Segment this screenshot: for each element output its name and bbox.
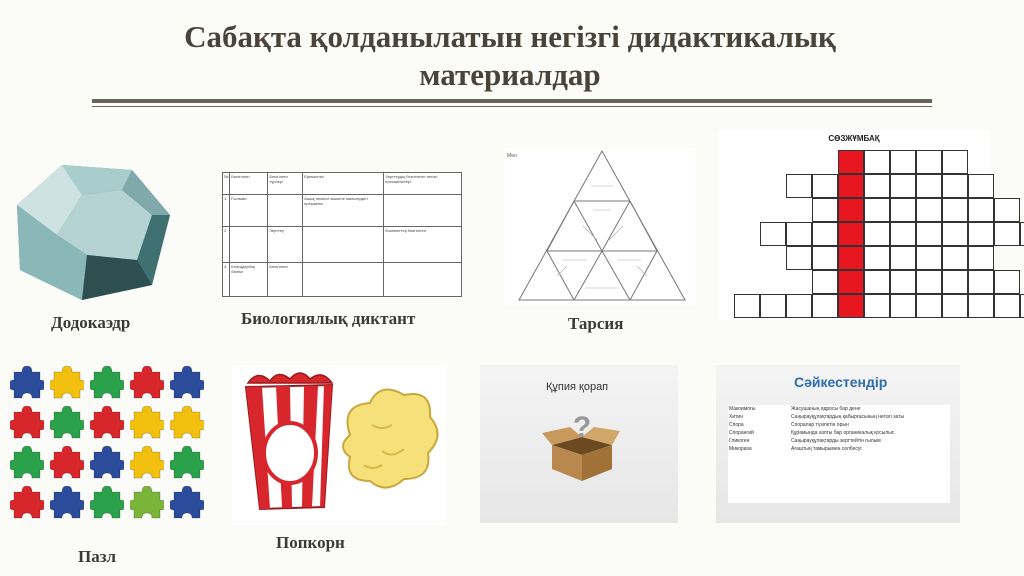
puzzle-piece-icon — [50, 366, 84, 400]
puzzle-piece-icon — [10, 406, 44, 440]
crossword-cell — [890, 222, 916, 246]
crossword-cell — [916, 270, 942, 294]
crossword-cell — [994, 294, 1020, 318]
crossword-cell — [942, 294, 968, 318]
crossword-cell — [812, 222, 838, 246]
bio-dictation-caption: Биологиялық диктант — [241, 309, 416, 328]
crossword-cell — [760, 222, 786, 246]
crossword-cell — [838, 294, 864, 318]
crossword-cell — [890, 294, 916, 318]
table-cell: Зерттеу — [268, 227, 303, 263]
mystery-box-icon — [542, 407, 622, 483]
table-cell: Ашық немесе кішкене мөлшердегі ерекшелік — [303, 195, 384, 227]
tarsia-image — [505, 148, 695, 305]
crossword-cell — [864, 222, 890, 246]
puzzle-piece-icon — [50, 446, 84, 480]
table-cell: Мәліметтер бекітілген — [384, 227, 462, 263]
crossword-cell — [890, 270, 916, 294]
popcorn-image — [232, 365, 446, 525]
crossword-cell — [942, 150, 968, 174]
crossword-cell — [864, 150, 890, 174]
table-cell: Споралар түзілетін орын — [791, 422, 849, 428]
popcorn-caption: Попкорн — [276, 533, 345, 552]
matching-table-wrap — [728, 405, 950, 503]
crossword-cell — [812, 294, 838, 318]
crossword-cell — [942, 246, 968, 270]
crossword-cell — [864, 270, 890, 294]
puzzle-piece-icon — [50, 406, 84, 440]
crossword-cell — [812, 174, 838, 198]
dodecahedron-image — [12, 160, 177, 305]
crossword-grid — [718, 130, 990, 320]
crossword-cell — [786, 294, 812, 318]
puzzle-caption: Пазл — [78, 547, 117, 566]
puzzle-image — [10, 366, 210, 524]
puzzle-piece-icon — [170, 446, 204, 480]
title-divider-thin — [92, 106, 932, 107]
crossword-cell — [890, 198, 916, 222]
puzzle-piece-icon — [170, 366, 204, 400]
crossword-cell — [786, 174, 812, 198]
matching-slide — [716, 365, 960, 523]
table-cell — [384, 263, 462, 297]
crossword-cell — [1020, 294, 1024, 318]
popcorn-illustration — [232, 365, 446, 525]
puzzle-piece-icon — [130, 406, 164, 440]
title-divider — [92, 99, 932, 103]
crossword-cell — [838, 246, 864, 270]
table-cell: Макоимогы — [729, 406, 756, 412]
crossword-cell — [942, 198, 968, 222]
crossword-cell — [812, 270, 838, 294]
crossword-cell — [942, 174, 968, 198]
table-cell: Бекітілген — [230, 173, 268, 195]
crossword-cell — [968, 294, 994, 318]
puzzle-piece-icon — [50, 486, 84, 520]
crossword-cell — [838, 222, 864, 246]
crossword-cell — [994, 270, 1020, 294]
table-cell: Кезеңдерінің бөлімі — [230, 263, 268, 297]
mystery-box-slide — [480, 365, 678, 523]
puzzle-piece-icon — [130, 446, 164, 480]
table-cell — [230, 227, 268, 263]
puzzle-piece-icon — [10, 486, 44, 520]
puzzle-piece-icon — [170, 486, 204, 520]
table-cell: Микориза — [729, 446, 752, 452]
crossword-cell — [864, 198, 890, 222]
table-cell: Зерттеудің бекітілетін негізгі ерекшеліктері — [384, 173, 462, 195]
puzzle-piece-icon — [90, 406, 124, 440]
crossword-cell — [916, 174, 942, 198]
mystery-box-title: Құпия қорап — [546, 381, 609, 393]
puzzle-piece-icon — [170, 406, 204, 440]
table-cell: Құрамында азоты бар органикалық қосылыс — [791, 430, 895, 436]
puzzle-piece-icon — [10, 446, 44, 480]
puzzle-piece-icon — [90, 486, 124, 520]
crossword-cell — [838, 174, 864, 198]
puzzle-piece-icon — [90, 446, 124, 480]
matching-title: Сәйкестендір — [794, 374, 888, 390]
crossword-cell — [838, 150, 864, 174]
crossword-cell — [968, 246, 994, 270]
table-cell: Хитин — [729, 414, 743, 420]
table-cell: Гликоген — [729, 438, 750, 444]
crossword-cell — [786, 222, 812, 246]
crossword-cell — [968, 222, 994, 246]
table-cell: Ғылыми — [230, 195, 268, 227]
crossword-cell — [890, 174, 916, 198]
crossword-image — [718, 130, 990, 320]
table-cell — [303, 263, 384, 297]
crossword-cell — [1020, 222, 1024, 246]
crossword-cell — [916, 150, 942, 174]
table-cell: Саңырауқұлақтарды зерттейтін ғылым — [791, 438, 881, 444]
crossword-cell — [942, 222, 968, 246]
table-cell: Спора — [729, 422, 744, 428]
crossword-title: СӨЗЖҰМБАҚ — [828, 134, 880, 143]
crossword-cell — [812, 198, 838, 222]
crossword-cell — [760, 294, 786, 318]
crossword-cell — [968, 198, 994, 222]
table-cell: Бекітілген — [268, 263, 303, 297]
crossword-cell — [916, 198, 942, 222]
table-cell: Саңырауқұлақтардың қабырғасының негізгі заты — [791, 414, 905, 420]
table-cell — [384, 195, 462, 227]
crossword-cell — [994, 198, 1020, 222]
crossword-cell — [838, 198, 864, 222]
crossword-cell — [916, 246, 942, 270]
table-cell: Бекітілген түрлері — [268, 173, 303, 195]
crossword-cell — [812, 246, 838, 270]
table-cell: 1. — [223, 195, 230, 227]
puzzle-piece-icon — [130, 486, 164, 520]
puzzle-piece-icon — [10, 366, 44, 400]
crossword-cell — [890, 246, 916, 270]
crossword-cell — [734, 294, 760, 318]
table-cell: Спорангий — [729, 430, 754, 436]
bio-dictation-image — [222, 172, 462, 296]
question-mark-icon: ? — [572, 411, 592, 444]
crossword-cell — [968, 174, 994, 198]
crossword-cell — [786, 246, 812, 270]
tarsia-corner-label: Мен — [507, 153, 517, 159]
table-cell: 3. — [223, 263, 230, 297]
crossword-cell — [916, 222, 942, 246]
tarsia-caption: Тарсия — [568, 314, 624, 333]
tarsia-triangle-grid — [505, 148, 695, 305]
crossword-cell — [968, 270, 994, 294]
crossword-cell — [864, 294, 890, 318]
table-cell — [303, 227, 384, 263]
table-cell: Ерекшелігі — [303, 173, 384, 195]
bio-dictation-table — [222, 172, 462, 297]
crossword-cell — [890, 150, 916, 174]
crossword-cell — [942, 270, 968, 294]
table-cell: 2. — [223, 227, 230, 263]
page-title: Сабақта қолданылатын негізгі дидактикалық материалдар — [184, 19, 836, 92]
table-cell: Жасушаның ядросы бар дене — [791, 406, 861, 412]
crossword-cell — [916, 294, 942, 318]
table-cell: Ағаштың тамырымен селбесуі — [791, 446, 862, 452]
table-cell — [268, 195, 303, 227]
crossword-cell — [994, 222, 1020, 246]
puzzle-piece-icon — [90, 366, 124, 400]
dodecahedron-caption: Додокаэдр — [51, 313, 131, 332]
crossword-cell — [864, 174, 890, 198]
puzzle-piece-icon — [130, 366, 164, 400]
crossword-cell — [838, 270, 864, 294]
crossword-cell — [864, 246, 890, 270]
matching-table — [728, 405, 950, 453]
table-cell: № — [223, 173, 230, 195]
